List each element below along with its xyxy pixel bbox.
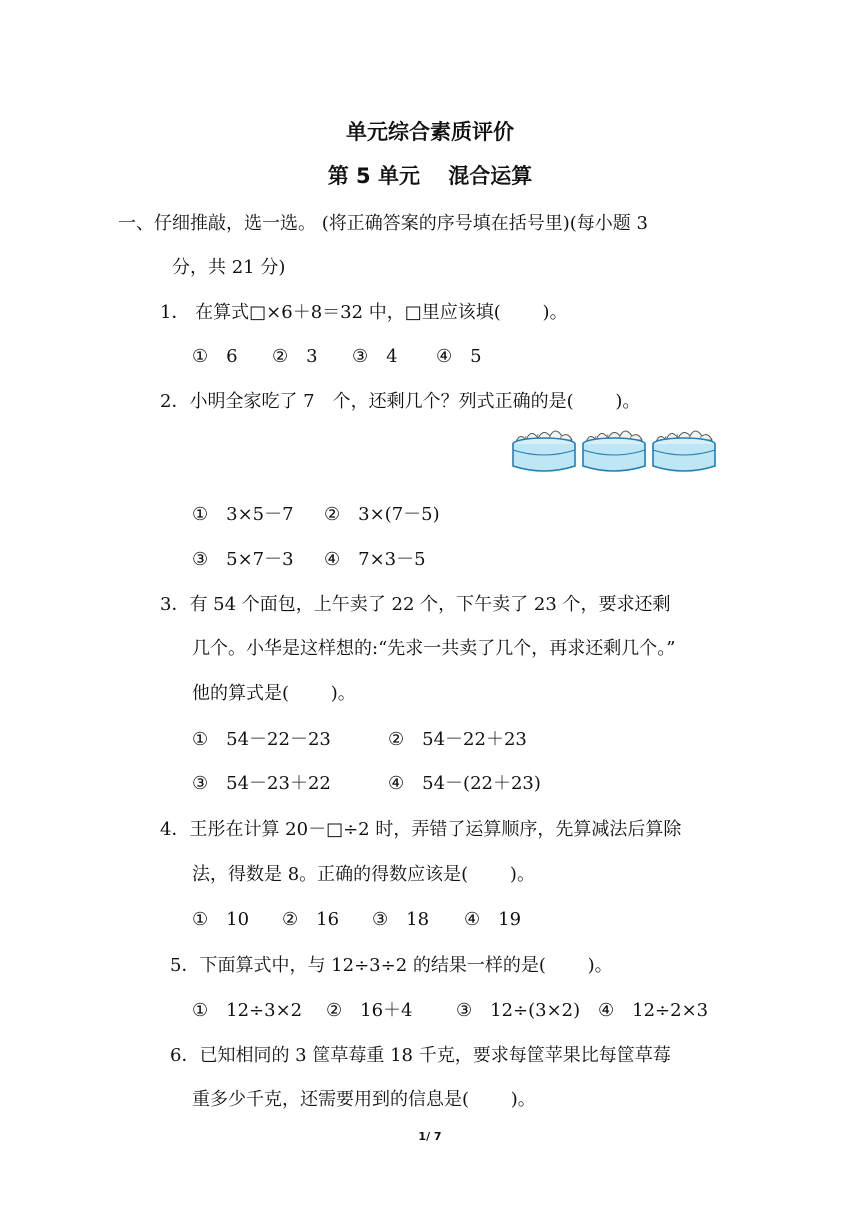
q2-option-d: ④ 7×3－5 [324,549,426,570]
q1-option-d: ④ 5 [436,346,482,367]
q1-option-c: ③ 4 [352,346,398,367]
q3-option-a: ① 54－22－23 [192,729,331,750]
q2-option-c: ③ 5×7－3 [192,549,294,570]
question-3-cont-2: 他的算式是( )。 [192,683,356,704]
q5-option-a: ① 12÷3×2 [192,1000,303,1021]
question-5: 5．下面算式中，与 12÷3÷2 的结果一样的是( )。 [170,955,613,976]
q3-option-b: ② 54－22＋23 [388,729,527,750]
q1-option-b: ② 3 [272,346,318,367]
steamer-baskets-image [510,430,720,476]
q5-option-b: ② 16＋4 [326,1000,413,1021]
q5-option-c: ③ 12÷(3×2) [456,1000,581,1021]
question-4: 4．王彤在计算 20－□÷2 时，弄错了运算顺序，先算减法后算除 [160,819,682,840]
section-heading-cont: 分，共 21 分) [172,257,286,278]
question-2: 2．小明全家吃了 7 个，还剩几个？列式正确的是( )。 [160,391,641,412]
q5-option-d: ④ 12÷2×3 [598,1000,709,1021]
q4-option-b: ② 16 [282,909,340,930]
q4-option-a: ① 10 [192,909,250,930]
q3-option-d: ④ 54－(22＋23) [388,773,541,794]
q4-option-c: ③ 18 [372,909,430,930]
question-6: 6．已知相同的 3 筐草莓重 18 千克，要求每筐苹果比每筐草莓 [170,1045,671,1066]
section-heading: 一、仔细推敲，选一选。 (将正确答案的序号填在括号里)(每小题 3 [118,213,648,234]
question-1: 1． 在算式□×6＋8＝32 中，□里应该填( )。 [160,302,568,323]
page-subtitle: 第 5 单元 混合运算 [327,164,533,188]
steamer-basket-2 [583,431,645,471]
page-title: 单元综合素质评价 [346,120,514,144]
steamer-basket-1 [513,431,575,471]
question-3-cont-1: 几个。小华是这样想的:“先求一共卖了几个，再求还剩几个。” [192,638,676,659]
page-number: 1/ 7 [418,1130,442,1143]
q2-option-a: ① 3×5－7 [192,504,294,525]
question-4-cont: 法，得数是 8。正确的得数应该是( )。 [192,864,535,885]
steamer-basket-3 [653,431,715,471]
question-3: 3．有 54 个面包，上午卖了 22 个，下午卖了 23 个，要求还剩 [160,594,671,615]
q3-option-c: ③ 54－23＋22 [192,773,331,794]
q4-option-d: ④ 19 [464,909,522,930]
q1-option-a: ① 6 [192,346,238,367]
q2-option-b: ② 3×(7－5) [324,504,440,525]
question-6-cont: 重多少千克，还需要用到的信息是( )。 [192,1089,536,1110]
